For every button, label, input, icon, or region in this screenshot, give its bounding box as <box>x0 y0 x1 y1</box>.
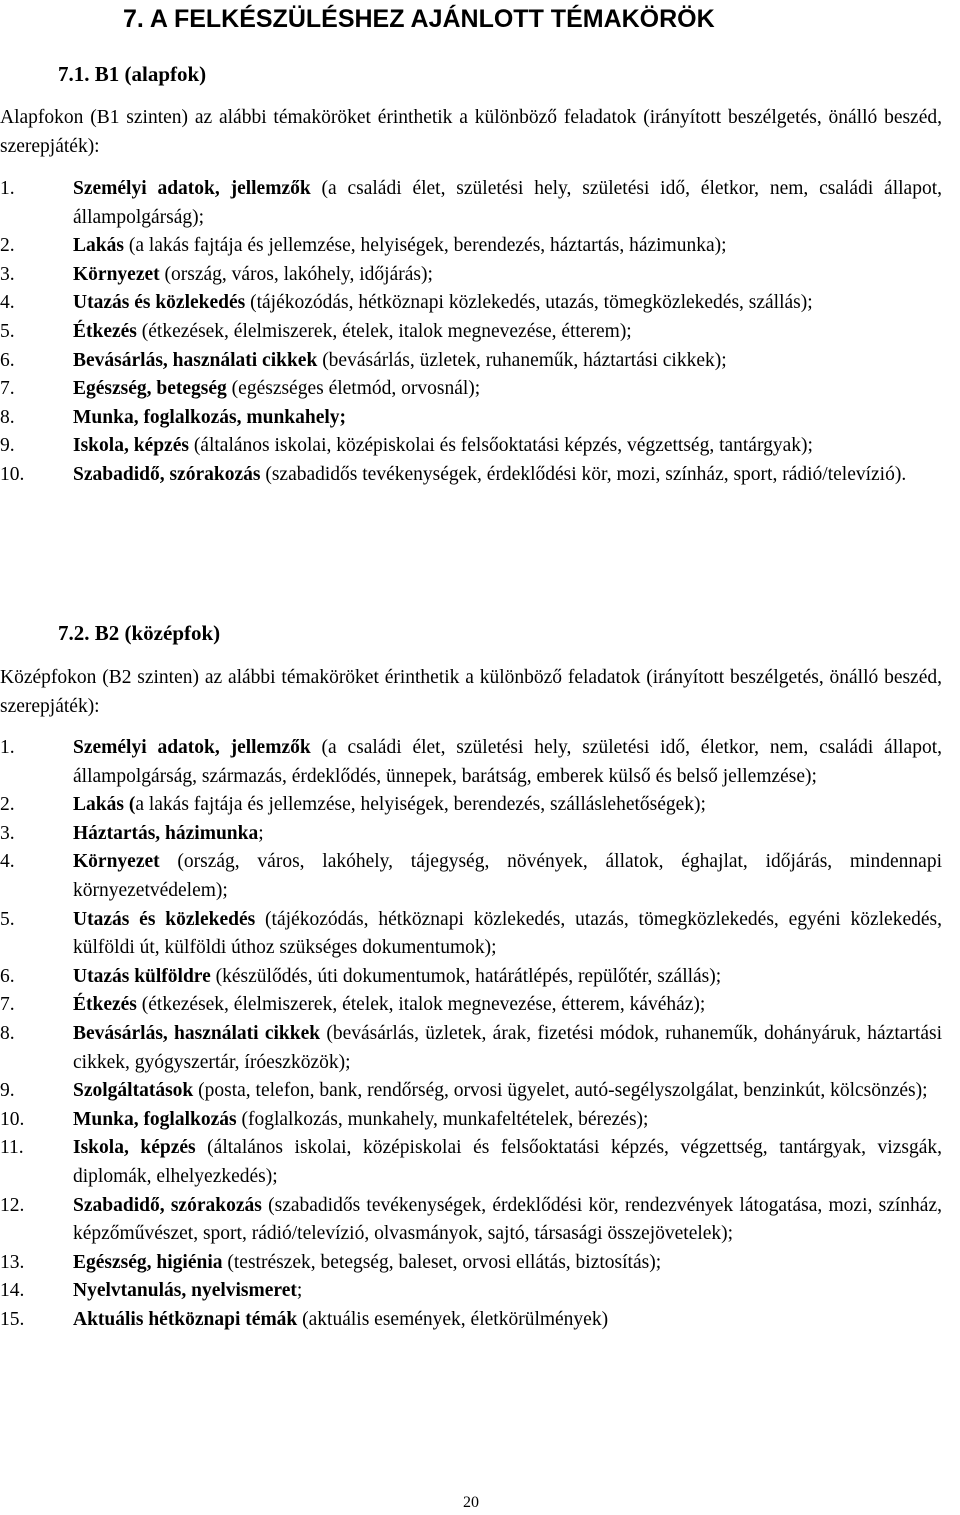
list-item <box>0 1277 942 1306</box>
topic-list-b1 <box>0 175 942 490</box>
list-item-number: 7. <box>0 994 15 1016</box>
topic-title: Személyi adatok, jellemzők <box>73 178 311 199</box>
topic-details: (ország, város, lakóhely, időjárás); <box>159 263 433 285</box>
topic-title: Iskola, képzés <box>73 435 189 457</box>
list-item <box>0 991 942 1020</box>
list-item <box>0 1306 942 1335</box>
topic-details: (posta, telefon, bank, rendőrség, orvosi ügyelet, autó-segélyszolgálat, benzinkút, kölcsönzés); <box>193 1080 928 1102</box>
list-item <box>0 734 942 791</box>
page-number: 20 <box>463 1494 479 1511</box>
list-item <box>0 461 942 490</box>
list-item <box>0 848 942 905</box>
list-item-number: 8. <box>0 406 15 428</box>
topic-details: (ország, város, lakóhely, tájegység, növények, állatok, éghajlat, időjárás, mindennapi környezetvédelem); <box>73 851 942 901</box>
list-item <box>0 1077 942 1106</box>
list-item <box>0 1134 942 1191</box>
list-item-number: 11. <box>0 1137 24 1159</box>
list-item <box>0 261 942 290</box>
list-item <box>0 791 942 820</box>
section-title-b1: 7.1. B1 (alapfok) <box>58 62 207 86</box>
list-item-number: 5. <box>0 320 15 342</box>
list-item <box>0 347 942 376</box>
list-item-number: 4. <box>0 851 15 873</box>
topic-details: (szabadidős tevékenységek, érdeklődési kör, mozi, színház, sport, rádió/televízió). <box>260 463 907 485</box>
topic-title: Lakás <box>73 235 124 257</box>
topic-details: (tájékozódás, hétköznapi közlekedés, utazás, tömegközlekedés, szállás); <box>245 292 813 314</box>
list-item <box>0 232 942 261</box>
topic-details: (bevásárlás, üzletek, ruhaneműk, háztartási cikkek); <box>317 349 727 371</box>
list-item-number: 2. <box>0 235 15 257</box>
list-item-number: 14. <box>0 1280 25 1302</box>
list-item <box>0 289 942 318</box>
topic-details: (étkezések, élelmiszerek, ételek, italok megnevezése, étterem); <box>136 320 632 342</box>
list-item <box>0 432 942 461</box>
topic-details: (aktuális események, életkörülmények) <box>297 1308 609 1330</box>
topic-details: ; <box>296 1280 303 1302</box>
list-item-number: 2. <box>0 794 15 816</box>
list-item-number: 5. <box>0 908 15 930</box>
list-item <box>0 1249 942 1278</box>
topic-title: Lakás ( <box>73 794 136 816</box>
topic-details: (tájékozódás, hétköznapi közlekedés, utazás, tömegközlekedés, egyéni közlekedés, külföldi út, külföldi úthoz szükséges dokumentumok); <box>73 908 942 959</box>
topic-title: Személyi adatok, jellemzők <box>73 737 311 758</box>
list-item-number: 9. <box>0 1080 15 1102</box>
topic-title: Környezet <box>73 851 160 873</box>
section-intro-b1: Alapfokon (B1 szinten) az alábbi témaköröket érinthetik a különböző feladatok (irányított beszélgetés, önálló beszéd, szerepjáték): <box>0 107 942 157</box>
list-item-number: 10. <box>0 1108 25 1130</box>
topic-details: (általános iskolai, középiskolai és felsőoktatási képzés, végzettség, tantárgyak, vizsgák, diplomák, elhelyezkedés); <box>73 1137 943 1187</box>
topic-details: ; <box>258 822 264 844</box>
topic-details: (a családi élet, születési hely, születési idő, életkor, nem, családi állapot, állampolgárság, származás, érdeklődés, ünnepek, barátság, emberek külső és belső jellemzése); <box>73 737 942 787</box>
list-item-number: 6. <box>0 349 15 371</box>
list-item-number: 3. <box>0 822 15 844</box>
page-heading: 7. A FELKÉSZÜLÉSHEZ AJÁNLOTT TÉMAKÖRÖK <box>123 5 715 33</box>
list-item <box>0 175 942 232</box>
list-item <box>0 906 942 963</box>
list-item-number: 3. <box>0 263 15 285</box>
topic-details: (testrészek, betegség, baleset, orvosi ellátás, biztosítás); <box>222 1251 662 1273</box>
topic-title: Utazás külföldre <box>73 965 211 987</box>
list-item-number: 15. <box>0 1308 25 1330</box>
topic-title: Munka, foglalkozás, munkahely; <box>73 406 347 428</box>
list-item-number: 13. <box>0 1251 25 1273</box>
list-item <box>0 375 942 404</box>
topic-title: Bevásárlás, használati cikkek <box>73 1022 321 1044</box>
topic-title: Munka, foglalkozás <box>73 1108 237 1130</box>
topic-title: Egészség, betegség <box>73 378 227 400</box>
topic-title: Egészség, higiénia <box>73 1251 223 1273</box>
list-item-number: 4. <box>0 292 15 314</box>
topic-details: (készülődés, úti dokumentumok, határátlépés, repülőtér, szállás); <box>210 965 722 987</box>
section-title-b2: 7.2. B2 (középfok) <box>58 621 221 645</box>
list-item-number: 1. <box>0 178 15 199</box>
topic-title: Szabadidő, szórakozás <box>73 1194 262 1216</box>
list-item <box>0 1020 942 1077</box>
topic-details: a lakás fajtája és jellemzése, helyiségek, berendezés, szálláslehetőségek); <box>135 794 706 816</box>
list-item-number: 6. <box>0 965 15 987</box>
list-item-number: 12. <box>0 1194 25 1216</box>
topic-details: (szabadidős tevékenységek, érdeklődési kör, rendezvények látogatása, mozi, színház, képzőművészet, sport, rádió/televízió, olvasmányok, sajtó, társasági összejövetelek); <box>73 1194 942 1245</box>
topic-details: (bevásárlás, üzletek, árak, fizetési módok, ruhaneműk, dohányáruk, háztartási cikkek, gyógyszertár, íróeszközök); <box>73 1022 943 1073</box>
topic-title: Étkezés <box>73 320 137 342</box>
list-item <box>0 404 942 433</box>
topic-title: Iskola, képzés <box>73 1137 196 1159</box>
topic-title: Utazás és közlekedés <box>73 292 246 314</box>
topic-title: Utazás és közlekedés <box>73 908 256 930</box>
topic-list-b2 <box>0 734 942 1334</box>
list-item <box>0 318 942 347</box>
list-item-number: 1. <box>0 737 15 758</box>
topic-title: Szolgáltatások <box>73 1080 194 1102</box>
list-item-number: 7. <box>0 378 15 400</box>
topic-title: Környezet <box>73 263 160 285</box>
topic-details: (általános iskolai, középiskolai és felsőoktatási képzés, végzettség, tantárgyak); <box>188 435 813 457</box>
topic-details: (a lakás fajtája és jellemzése, helyiségek, berendezés, háztartás, házimunka); <box>123 235 727 257</box>
topic-title: Nyelvtanulás, nyelvismeret <box>73 1280 297 1302</box>
list-item <box>0 963 942 992</box>
topic-title: Bevásárlás, használati cikkek <box>73 349 318 371</box>
list-item <box>0 820 942 849</box>
topic-title: Háztartás, házimunka <box>73 822 259 844</box>
list-item-number: 10. <box>0 463 25 485</box>
section-intro-b2: Középfokon (B2 szinten) az alábbi témaköröket érinthetik a különböző feladatok (irányított beszélgetés, önálló beszéd, szerepjáték): <box>0 667 942 717</box>
topic-title: Aktuális hétköznapi témák <box>73 1308 298 1330</box>
topic-details: (egészséges életmód, orvosnál); <box>226 378 481 400</box>
topic-title: Étkezés <box>73 994 137 1016</box>
topic-details: (foglalkozás, munkahely, munkafeltételek, bérezés); <box>236 1108 649 1130</box>
list-item-number: 8. <box>0 1022 15 1044</box>
list-item <box>0 1106 942 1135</box>
topic-details: (a családi élet, születési hely, születési idő, életkor, nem, családi állapot, állampolgárság); <box>73 178 942 228</box>
topic-title: Szabadidő, szórakozás <box>73 463 261 485</box>
list-item-number: 9. <box>0 435 15 457</box>
topic-details: (étkezések, élelmiszerek, ételek, italok megnevezése, étterem, kávéház); <box>136 994 706 1016</box>
list-item <box>0 1192 942 1249</box>
